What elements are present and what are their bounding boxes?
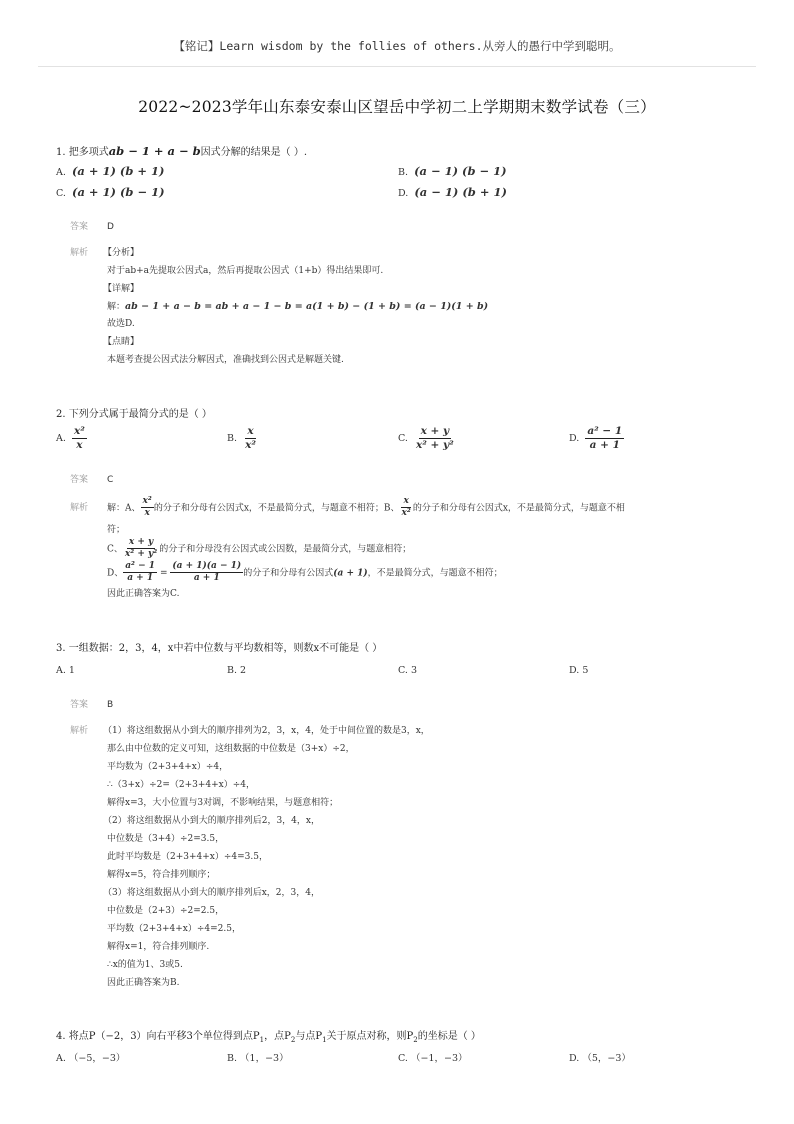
q3-conclusion: 因此正确答案为B.	[107, 978, 180, 988]
option-label: A.	[56, 433, 66, 445]
q2-analysis-line-4: D、 $\frac{\text{a² − 1}}{a + 1}$ = $\frac{(a + 1)(a - 1)}{a + 1}$ 的分子和分母有公因式(a + 1)，不是最简分式，与题意不相符；	[107, 561, 503, 584]
option-fraction: $\frac{x}{\text{x²}}$	[245, 425, 256, 452]
question-3-option-a[interactable]: A. 1	[56, 665, 75, 676]
q1-xiangjie-heading: 【详解】	[103, 284, 140, 294]
question-1-stem-text: 1. 把多项式	[56, 147, 109, 158]
question-2-stem: 2. 下列分式属于最简分式的是（ ）	[56, 409, 212, 420]
inline-fraction: $\frac{\text{a² − 1}}{a + 1}$	[125, 561, 156, 584]
question-2-option-b[interactable]	[227, 426, 258, 451]
question-1-expression: ab − 1 + a − b	[108, 144, 201, 158]
question-1-answer-label: 答案	[70, 222, 89, 232]
option-fraction: $\frac{\text{x²}}{x}$	[73, 425, 85, 452]
question-3-stem: 3. 一组数据：2，3，4，x中若中位数与平均数相等，则数x不可能是（ ）	[56, 643, 383, 654]
q3-analysis-line: （1）将这组数据从小到大的顺序排列为2，3，x，4，处于中间位置的数是3，x，	[103, 726, 430, 736]
question-3-answer: B	[107, 700, 114, 710]
option-expression: (a + 1) (b − 1)	[72, 185, 165, 199]
question-2-answer-label: 答案	[70, 475, 89, 485]
q3-analysis-line: 此时平均数是（2+3+4+x）÷4=3.5，	[107, 852, 268, 862]
q1-comment: 本题考查提公因式法分解因式，准确找到公因式是解题关键.	[107, 355, 344, 365]
question-1-option-c[interactable]	[56, 185, 165, 200]
question-4-option-c[interactable]: C. （−1，−3）	[398, 1053, 468, 1064]
solution-prefix: 解：	[107, 302, 126, 312]
inline-fraction: $\frac{\text{x²}}{x}$	[142, 496, 152, 519]
option-label: A.	[56, 167, 66, 178]
question-3-option-b[interactable]: B. 2	[227, 665, 247, 676]
question-3-answer-label: 答案	[70, 700, 89, 710]
q1-conclusion: 故选D.	[107, 319, 135, 329]
question-1-stem-tail: 因式分解的结果是（ ）.	[200, 147, 308, 158]
question-2-answer: C	[107, 475, 114, 485]
q2-analysis-line-2: 符；	[107, 525, 126, 535]
q3-analysis-line: （3）将这组数据从小到大的顺序排列后x，2，3，4，	[103, 888, 320, 898]
q3-analysis-line: 中位数是（3+4）÷2=3.5，	[107, 834, 225, 844]
question-4-stem: 4. 将点P（−2，3）向右平移3个单位得到点$P_1$，点$P_2$与点$P_1$关于原点对称，则$P_2$的坐标是（ ）	[56, 1031, 481, 1044]
q2-analysis-line-1: 解：A、 $\frac{\text{x²}}{x}$ 的分子和分母有公因式x，不是最简分式，与题意不相符；B、 $\frac{x}{\text{x²}}$ 的分子和分母有公因式x，不是最简分式，与题意不相	[107, 496, 625, 519]
q3-analysis-line: ∴（3+x）÷2=（2+3+4+x）÷4，	[107, 780, 256, 790]
option-expression: (a − 1) (b − 1)	[414, 164, 507, 178]
question-1-stem	[56, 144, 307, 160]
question-2-analysis-label: 解析	[70, 503, 89, 513]
q3-analysis-line: 解得x=1，符合排列顺序.	[107, 942, 210, 952]
inline-fraction: $\frac{(a + 1)(a - 1)}{a + 1}$	[172, 561, 242, 584]
q3-analysis-line: ∴x的值为1、3或5.	[107, 960, 183, 970]
header-divider	[38, 66, 756, 67]
option-fraction: $\frac{\text{a² − 1}}{a + 1}$	[587, 425, 623, 452]
question-1-option-d[interactable]	[398, 185, 507, 200]
question-2-option-d[interactable]	[569, 426, 624, 451]
question-2-option-a[interactable]	[56, 426, 87, 451]
page-title: 2022~2023学年山东泰安泰山区望岳中学初二上学期期末数学试卷（三）	[138, 98, 656, 116]
option-expression: (a + 1) (b + 1)	[71, 164, 165, 178]
question-3-option-d[interactable]: D. 5	[569, 665, 589, 676]
question-2-option-c[interactable]	[398, 426, 456, 451]
question-1-option-a[interactable]	[56, 164, 165, 179]
question-4-option-b[interactable]: B. （1，−3）	[227, 1053, 289, 1064]
option-label: B.	[398, 167, 409, 178]
option-label: B.	[227, 433, 238, 445]
question-3-analysis-label: 解析	[70, 726, 89, 736]
question-3-option-c[interactable]: C. 3	[398, 665, 418, 676]
q1-fenxi-heading: 【分析】	[103, 248, 140, 258]
q3-analysis-line: 平均数（2+3+4+x）÷4=2.5，	[107, 924, 241, 934]
question-1-analysis-label: 解析	[70, 248, 89, 258]
q1-solution-line	[107, 301, 488, 313]
q1-analysis-line: 对于ab+a先提取公因式a，然后再提取公因式（1+b）得出结果即可.	[107, 266, 384, 276]
q1-dianjing-heading: 【点睛】	[103, 337, 140, 347]
option-label: C.	[398, 433, 408, 445]
q3-analysis-line: 解得x=3，大小位置与3对调，不影响结果，与题意相符；	[107, 798, 339, 808]
question-4-option-d[interactable]: D. （5，−3）	[569, 1053, 631, 1064]
option-label: D.	[569, 433, 580, 445]
option-expression: (a − 1) (b + 1)	[414, 185, 507, 199]
q3-analysis-line: 中位数是（2+3）÷2=2.5，	[107, 906, 225, 916]
q3-analysis-line: 解得x=5，符合排列顺序；	[107, 870, 216, 880]
q2-conclusion: 因此正确答案为C.	[107, 589, 180, 599]
question-4-option-a[interactable]: A. （−5，−3）	[56, 1053, 126, 1064]
option-fraction: $\frac{x + y}{\text{x² + y²}}$	[416, 425, 454, 452]
option-label: C.	[56, 188, 66, 199]
solution-expression: ab − 1 + a − b = ab + a − 1 − b = a(1 + b) − (1 + b) = (a − 1)(1 + b)	[125, 301, 489, 312]
question-1-option-b[interactable]	[398, 164, 507, 179]
q3-analysis-line: 平均数为（2+3+4+x）÷4，	[107, 762, 229, 772]
page-motto: 【铭记】Learn wisdom by the follies of others.从旁人的愚行中学到聪明。	[173, 39, 621, 53]
inline-fraction: $\frac{x}{\text{x²}}$	[401, 496, 411, 519]
question-1-answer: D	[107, 222, 114, 232]
q3-analysis-line: （2）将这组数据从小到大的顺序排列后2，3，4，x，	[103, 816, 320, 826]
q3-analysis-line: 那么由中位数的定义可知，这组数据的中位数是（3+x）÷2，	[107, 744, 355, 754]
q2-analysis-line-3: C、 $\frac{x + y}{\text{x² + y²}}$ 的分子和分母没有公因式或公因数，是最简分式，与题意相符；	[107, 537, 412, 560]
option-label: D.	[398, 188, 409, 199]
inline-fraction: $\frac{x + y}{\text{x² + y²}}$	[124, 537, 158, 560]
